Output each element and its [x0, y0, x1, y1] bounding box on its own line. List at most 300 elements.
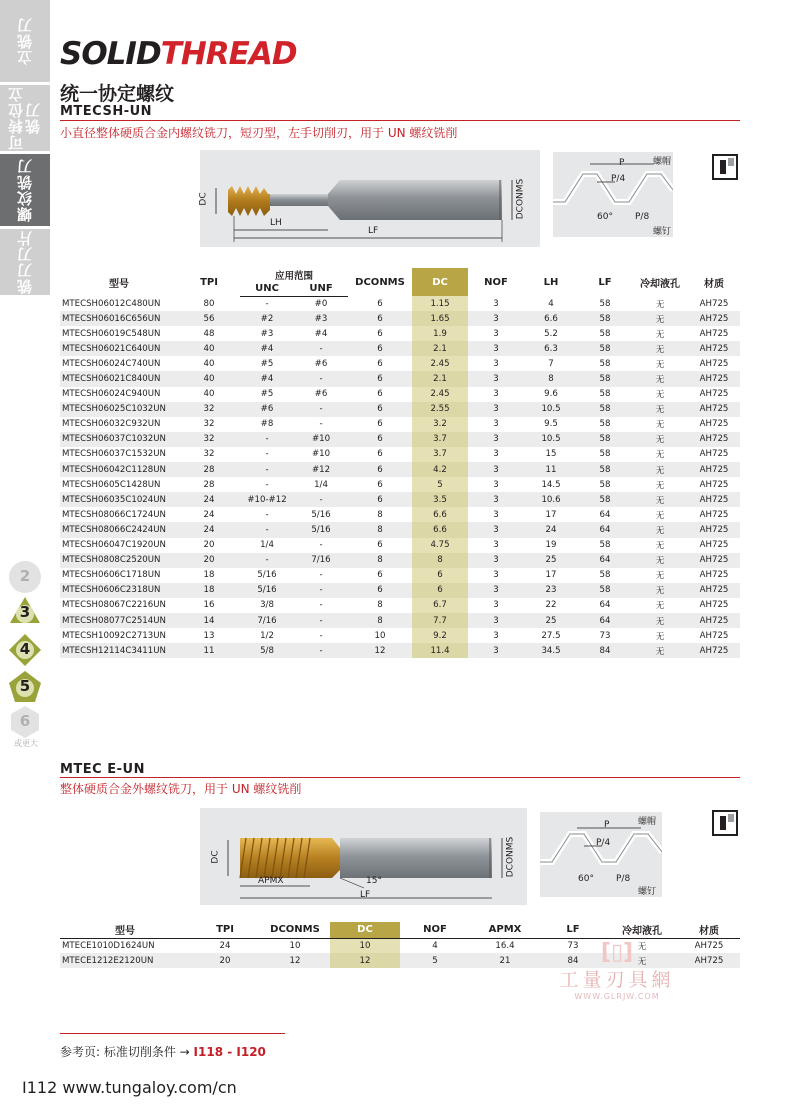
table-cell: 无: [655, 420, 665, 431]
nof-badge-6[interactable]: 6: [8, 705, 42, 739]
side-tab-endmills[interactable]: 立铣刀: [0, 0, 50, 82]
table-cell: AH725: [699, 509, 729, 520]
table-cell: 3: [493, 449, 499, 460]
dim-label-lf: LF: [360, 890, 371, 900]
table-cell: #8: [260, 419, 274, 430]
table-cell: -: [240, 432, 294, 447]
col-header-coolant: 冷却液孔: [640, 278, 681, 290]
table-cell: 32: [203, 449, 215, 460]
table-cell: #5: [260, 358, 274, 369]
table-cell: 3: [493, 509, 499, 520]
table-row: [60, 643, 740, 658]
table-cell: 7/16: [240, 613, 294, 628]
table-cell: MTECSH06037C1532UN: [62, 449, 166, 460]
dim-label-lh: LH: [270, 218, 282, 228]
table-cell: AH725: [699, 298, 729, 309]
table-cell: 6.6: [412, 507, 468, 522]
dim-label-dconms: DCONMS: [505, 836, 516, 878]
table-cell: 无: [632, 402, 688, 417]
table-cell: -: [240, 553, 294, 568]
table-cell: #12: [294, 462, 348, 477]
table-cell: 3: [493, 419, 499, 430]
table-cell: 无: [632, 613, 688, 628]
col-header-tpi: TPI: [190, 922, 260, 938]
table-cell: 1.9: [412, 326, 468, 341]
table-cell: -: [265, 449, 269, 460]
section2-description: 整体硬质合金外螺纹铣刀，用于 UN 螺纹铣削: [60, 782, 302, 796]
profile-label-nut: 螺帽: [653, 157, 672, 167]
table-cell: 无: [655, 601, 665, 612]
table-cell: 3: [468, 583, 524, 598]
dim-label-lf: LF: [368, 226, 379, 236]
table-cell: AH725: [699, 449, 729, 460]
table-cell: 24: [524, 522, 578, 537]
table-cell: 6: [412, 568, 468, 583]
table-cell: 24: [219, 940, 231, 951]
table-cell: MTECSH06016C656UN: [60, 311, 178, 326]
table-cell: AH725: [688, 492, 740, 507]
table-cell: 3: [468, 402, 524, 417]
table-cell: 11: [178, 643, 240, 658]
table-cell: 无: [655, 299, 665, 310]
table-cell: 58: [599, 419, 611, 430]
page-footer: [22, 1078, 237, 1097]
table-row: [60, 628, 740, 643]
table-cell: 6: [348, 432, 412, 447]
table-cell: 64: [599, 600, 611, 611]
table-row: [60, 507, 740, 522]
table-cell: 无: [632, 341, 688, 356]
table-cell: MTECSH06021C640UN: [60, 341, 178, 356]
table-cell: 4.2: [412, 462, 468, 477]
table-row: [60, 583, 740, 598]
table-row: [60, 598, 740, 613]
table-cell: 7.7: [412, 613, 468, 628]
table-cell: -: [294, 643, 348, 658]
table-cell: 58: [599, 449, 611, 460]
table-cell: 无: [632, 462, 688, 477]
table-row: [60, 311, 740, 326]
table-cell: 20: [203, 540, 215, 551]
col-header-nof: NOF: [400, 922, 470, 938]
table-cell: AH725: [688, 462, 740, 477]
table-cell: 3: [468, 462, 524, 477]
table-cell: 18: [178, 583, 240, 598]
table-cell: 25: [524, 553, 578, 568]
table-row: [60, 553, 740, 568]
table-row: [60, 462, 740, 477]
table-cell: MTECSH0605C1428UN: [62, 479, 161, 490]
table-cell: 6.6: [412, 522, 468, 537]
table-cell: 无: [632, 643, 688, 658]
nof-badge-4[interactable]: 4: [8, 633, 42, 667]
table-cell: 1/2: [260, 630, 274, 641]
table-cell: 6: [348, 341, 412, 356]
table-cell: 3: [468, 371, 524, 386]
table-cell: AH725: [688, 341, 740, 356]
side-tab-indexable-endmills[interactable]: 可转位立铣刀: [0, 85, 50, 151]
table-cell: 58: [578, 583, 632, 598]
table-cell: 6.7: [412, 598, 468, 613]
table-cell: 8: [377, 509, 383, 520]
table-cell: AH725: [688, 311, 740, 326]
table-cell: 3.7: [412, 447, 468, 462]
table-cell: 32: [178, 402, 240, 417]
col-header-dconms: DCONMS: [260, 922, 330, 938]
table-cell: #4: [240, 371, 294, 386]
table-cell: AH725: [699, 600, 729, 611]
page-title: 统一协定螺纹: [60, 83, 175, 105]
website-link[interactable]: www.tungaloy.com/cn: [62, 1078, 237, 1097]
table-cell: 58: [599, 389, 611, 400]
table-cell: 5/16: [311, 509, 331, 520]
table-cell: MTECSH06024C740UN: [62, 358, 161, 369]
table-cell: MTECSH08066C1724UN: [62, 509, 166, 520]
table-cell: 1/4: [260, 540, 274, 551]
table-cell: 21: [470, 953, 540, 968]
table-cell: 无: [655, 450, 665, 461]
table-cell: 58: [578, 492, 632, 507]
dim-label-dc: DC: [198, 192, 209, 206]
table-cell: 6: [377, 479, 383, 490]
table-row: [60, 326, 740, 341]
table-cell: 14.5: [541, 479, 561, 490]
table-cell: 16.4: [495, 940, 515, 951]
table-cell: AH725: [699, 328, 729, 339]
coolant-type-icon: [712, 154, 738, 180]
table-cell: AH725: [699, 389, 729, 400]
table-cell: 6: [377, 358, 383, 369]
profile-label-p: P: [619, 158, 625, 168]
col-header-model: 型号: [60, 922, 190, 938]
table-cell: MTECSH0606C1718UN: [62, 570, 161, 581]
table-cell: 15: [545, 449, 557, 460]
table-cell: 6: [377, 570, 383, 581]
section1-rule: [60, 120, 740, 121]
table-cell: 58: [578, 402, 632, 417]
side-tab-milling-inserts[interactable]: 铣刀刀片: [0, 229, 50, 295]
table-row: [60, 402, 740, 417]
table-cell: 无: [655, 510, 665, 521]
table-cell: 无: [655, 329, 665, 340]
nof-badge-2[interactable]: 2: [8, 560, 42, 594]
table-cell: 1.65: [412, 311, 468, 326]
col-header-model: 型号: [109, 278, 129, 290]
col-header-coolant: 冷却液孔: [606, 922, 678, 938]
table-cell: 6: [348, 583, 412, 598]
table-cell: 无: [632, 522, 688, 537]
table-cell: 8: [348, 553, 412, 568]
table-cell: MTECSH06025C1032UN: [60, 402, 178, 417]
table-cell: 2.1: [412, 341, 468, 356]
table-cell: 无: [655, 541, 665, 552]
table-cell: MTECSH06035C1024UN: [60, 492, 178, 507]
table-cell: 3/8: [260, 600, 274, 611]
table-cell: AH725: [699, 540, 729, 551]
table-cell: 3: [493, 328, 499, 339]
table-cell: 17: [545, 509, 557, 520]
table-cell: AH725: [688, 553, 740, 568]
table-cell: AH725: [688, 613, 740, 628]
table-cell: AH725: [699, 358, 729, 369]
table-cell: -: [319, 419, 323, 430]
table-cell: 18: [203, 570, 215, 581]
table-cell: MTECSH06032C932UN: [62, 419, 161, 430]
profile-label-p: P: [604, 820, 610, 830]
table-cell: 3: [468, 522, 524, 537]
table-cell: 28: [203, 479, 215, 490]
table-cell: MTECSH06047C1920UN: [62, 540, 166, 551]
col-header-material: 材质: [704, 278, 725, 290]
table-cell: 16: [203, 600, 215, 611]
col-header-dc: DC: [330, 922, 400, 938]
table-cell: 无: [655, 571, 665, 582]
table-cell: 20: [178, 553, 240, 568]
profile-label-bolt: 螺钉: [653, 227, 672, 237]
table-cell: -: [294, 371, 348, 386]
table-row: [60, 447, 740, 462]
table-cell: 73: [599, 630, 611, 641]
table-cell: 32: [203, 419, 215, 430]
nof-more-label: 或更大: [14, 739, 38, 748]
watermark: [▯] 工量刃具網 WWW.GLRJW.COM: [532, 940, 702, 1001]
table-cell: 6.6: [524, 311, 578, 326]
side-tab-thread-mills[interactable]: 螺纹铣刀: [0, 154, 50, 226]
table-cell: #4: [314, 328, 328, 339]
table-cell: 58: [599, 479, 611, 490]
profile-label-angle: 60°: [578, 874, 594, 884]
table-row: [60, 356, 740, 371]
table-cell: #4: [240, 341, 294, 356]
table-cell: 3: [468, 341, 524, 356]
table-cell: 40: [178, 371, 240, 386]
table-cell: 13: [203, 630, 215, 641]
table-cell: #10-#12: [240, 492, 294, 507]
table-cell: 无: [632, 492, 688, 507]
table-cell: AH725: [678, 953, 740, 968]
table-cell: AH725: [688, 583, 740, 598]
thread-profile-diagram-1: [553, 152, 673, 237]
table-cell: 6: [377, 419, 383, 430]
table-cell: -: [265, 509, 269, 520]
table-cell: 6: [377, 389, 383, 400]
table-cell: 58: [578, 432, 632, 447]
table-cell: 6: [377, 449, 383, 460]
reference-rule: [60, 1033, 285, 1034]
table-cell: AH725: [688, 643, 740, 658]
table-cell: 12: [260, 953, 330, 968]
table-cell: 58: [578, 371, 632, 386]
table-cell: 2.55: [412, 402, 468, 417]
table-cell: 5/16: [240, 583, 294, 598]
dim-label-dc: DC: [210, 850, 221, 864]
table-row: [60, 568, 740, 583]
table-cell: 9.5: [544, 419, 558, 430]
tool-drawing-mtece: [200, 808, 527, 905]
page-number: I112: [22, 1078, 58, 1097]
col-header-lh: LH: [543, 276, 559, 288]
profile-label-p4: P/4: [596, 838, 611, 848]
table-cell: 6: [348, 311, 412, 326]
col-header-lf: LF: [540, 922, 606, 938]
table-cell: 10: [289, 940, 301, 951]
table-cell: MTECSH06024C940UN: [62, 389, 161, 400]
table-cell: -: [240, 462, 294, 477]
table-cell: 10.5: [524, 402, 578, 417]
nof-badge-3[interactable]: 3: [8, 596, 42, 630]
table-cell: 无: [606, 953, 678, 968]
table-cell: 25: [524, 613, 578, 628]
table-cell: 3: [468, 643, 524, 658]
table-cell: 24: [178, 522, 240, 537]
table-cell: -: [294, 613, 348, 628]
table-row: [60, 296, 740, 311]
table-cell: -: [265, 298, 269, 309]
table-cell: 无: [632, 553, 688, 568]
table-cell: 无: [637, 941, 647, 952]
table-cell: MTECSH06037C1032UN: [60, 432, 178, 447]
table-row: [60, 477, 740, 492]
table-cell: 无: [655, 480, 665, 491]
table-cell: 9.6: [544, 389, 558, 400]
profile-label-p8: P/8: [616, 874, 631, 884]
col-header-dc: DC: [412, 268, 468, 296]
table-cell: -: [294, 341, 348, 356]
reference-link[interactable]: I118 - I120: [193, 1045, 266, 1059]
table-cell: #10: [294, 432, 348, 447]
table-cell: 3.5: [412, 492, 468, 507]
table-cell: 73: [567, 940, 579, 951]
nof-badge-5[interactable]: 5: [8, 670, 42, 704]
table-cell: 22: [545, 600, 557, 611]
table-cell: -: [319, 630, 323, 641]
table-cell: #0: [314, 298, 328, 309]
table-cell: #3: [294, 311, 348, 326]
section2-code: MTEC E-UN: [60, 762, 145, 777]
table-cell: 2.45: [412, 387, 468, 402]
table-cell: 6: [412, 583, 468, 598]
table-cell: 无: [655, 359, 665, 370]
table-cell: -: [265, 479, 269, 490]
col-header-unf: UNF: [294, 282, 348, 296]
table-cell: 64: [578, 553, 632, 568]
table-cell: #6: [314, 389, 328, 400]
table-cell: 6: [377, 298, 383, 309]
table-cell: MTECSH0606C2318UN: [60, 583, 178, 598]
table-cell: 58: [578, 341, 632, 356]
col-header-tpi: TPI: [200, 276, 218, 288]
table-cell: 3.2: [412, 417, 468, 432]
table-cell: 64: [578, 613, 632, 628]
profile-label-p4: P/4: [611, 174, 626, 184]
table-cell: 8: [412, 553, 468, 568]
table-cell: 4: [432, 940, 438, 951]
table-cell: 3: [493, 630, 499, 641]
table-cell: AH725: [699, 419, 729, 430]
table-cell: 40: [203, 358, 215, 369]
table-cell: 无: [655, 631, 665, 642]
profile-label-angle: 60°: [597, 212, 613, 222]
table-cell: 40: [203, 389, 215, 400]
table-cell: MTECSH06021C840UN: [60, 371, 178, 386]
table-cell: 10: [374, 630, 386, 641]
table-cell: 2.1: [412, 371, 468, 386]
section1-description: 小直径整体硬质合金内螺纹铣刀，短刃型，左手切削刃，用于 UN 螺纹铣削: [60, 126, 458, 140]
table-cell: 40: [178, 341, 240, 356]
table-cell: MTECSH10092C2713UN: [62, 630, 166, 641]
table-cell: 6: [377, 540, 383, 551]
col-header-dconms: DCONMS: [355, 276, 405, 288]
table-cell: 8: [377, 600, 383, 611]
table-cell: -: [319, 600, 323, 611]
dim-label-apmx: APMX: [258, 876, 284, 886]
table-cell: 3: [493, 600, 499, 611]
table-cell: 6: [348, 462, 412, 477]
table-cell: 58: [578, 311, 632, 326]
table-cell: -: [319, 570, 323, 581]
table-cell: 11: [524, 462, 578, 477]
table-cell: 24: [178, 492, 240, 507]
table-cell: 10: [330, 938, 400, 953]
table-row: [60, 341, 740, 356]
table-cell: 12: [330, 953, 400, 968]
table-cell: 3: [468, 311, 524, 326]
section2-rule: [60, 777, 740, 778]
table-cell: 无: [632, 583, 688, 598]
table-cell: 3: [468, 553, 524, 568]
table-cell: #6: [314, 358, 328, 369]
table-cell: 64: [599, 509, 611, 520]
table-row: [60, 522, 740, 537]
thread-profile-diagram-2: [540, 812, 662, 897]
table-cell: 27.5: [541, 630, 561, 641]
table-cell: 3: [493, 540, 499, 551]
brand-logo: SOLIDTHREAD: [60, 36, 297, 72]
reference-line: 参考页: 标准切削条件 → I118 - I120: [60, 1045, 266, 1059]
table-cell: 56: [178, 311, 240, 326]
table-cell: MTECE1010D1624UN: [62, 940, 155, 951]
table-cell: 3: [493, 479, 499, 490]
table-cell: 58: [578, 462, 632, 477]
table-cell: 58: [599, 328, 611, 339]
table-cell: MTECSH06012C480UN: [62, 298, 161, 309]
table-cell: MTECE1212E2120UN: [60, 953, 190, 968]
table-cell: AH725: [688, 522, 740, 537]
table-cell: MTECSH08067C2216UN: [62, 600, 166, 611]
table-cell: 2.45: [412, 356, 468, 371]
table-cell: 58: [599, 298, 611, 309]
table-cell: 58: [599, 540, 611, 551]
table-cell: AH725: [688, 432, 740, 447]
table-cell: 5: [400, 953, 470, 968]
table-cell: 6: [348, 492, 412, 507]
table-cell: 28: [178, 462, 240, 477]
table-cell: #6: [240, 402, 294, 417]
table-cell: 14: [178, 613, 240, 628]
table-cell: #2: [240, 311, 294, 326]
table-cell: 5.2: [544, 328, 558, 339]
table-cell: MTECSH08077C2514UN: [60, 613, 178, 628]
table-cell: AH725: [694, 940, 724, 951]
profile-label-nut: 螺帽: [638, 817, 657, 827]
table-cell: 3: [493, 389, 499, 400]
table-cell: 58: [599, 570, 611, 581]
col-header-unc: UNC: [240, 282, 294, 296]
tool-drawing-mtecsh: [200, 150, 540, 247]
table-cell: 11.4: [412, 643, 468, 658]
table-cell: 9.2: [412, 628, 468, 643]
table-cell: 8: [348, 613, 412, 628]
